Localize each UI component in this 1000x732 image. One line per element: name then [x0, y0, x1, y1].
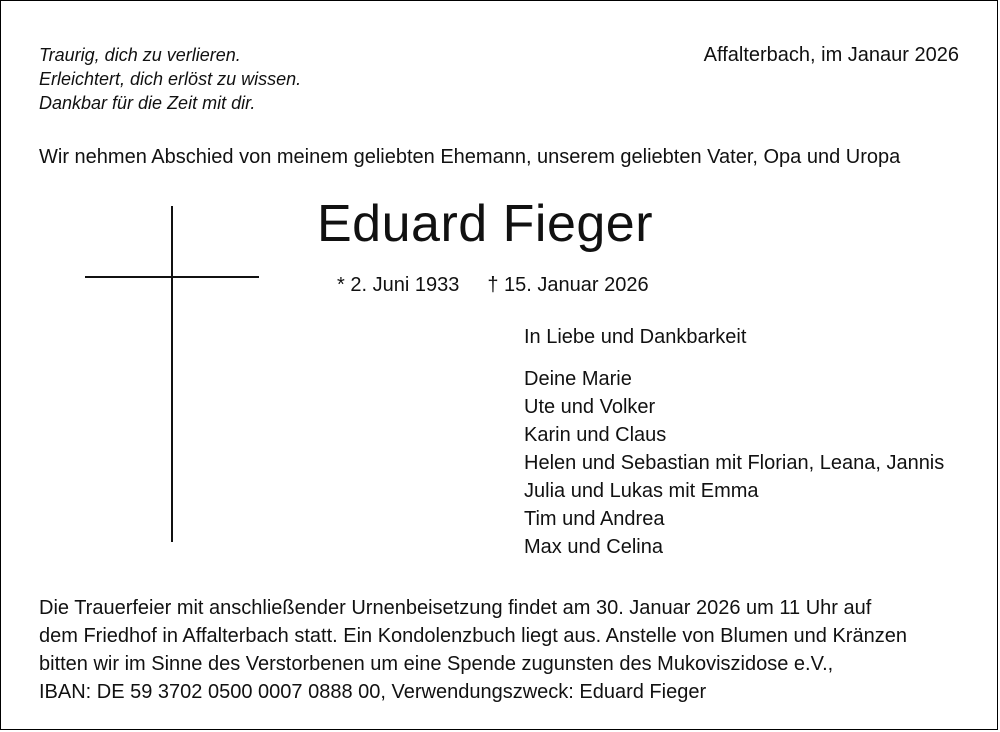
poem-line: Dankbar für die Zeit mit dir. [39, 93, 256, 113]
farewell-intro: Wir nehmen Abschied von meinem geliebten Ehemann, unserem geliebten Vater, Opa und Uropa [39, 146, 901, 168]
closing-phrase: In Liebe und Dankbarkeit [524, 326, 747, 348]
list-item: Julia und Lukas mit Emma [524, 480, 759, 502]
list-item: Tim und Andrea [524, 508, 665, 530]
birth-date: * 2. Juni 1933 [337, 274, 460, 296]
list-item: Helen und Sebastian mit Florian, Leana, Jannis [524, 452, 945, 474]
poem-verse [39, 43, 301, 115]
list-item: Max und Celina [524, 536, 663, 558]
cross-icon-bar [85, 276, 259, 278]
funeral-details [39, 594, 963, 706]
footer-line: bitten wir im Sinne des Verstorbenen um eine Spende zugunsten des Mukoviszidose e.V., [39, 653, 834, 675]
footer-line: dem Friedhof in Affalterbach statt. Ein Kondolenzbuch liegt aus. Anstelle von Blumen und Kränzen [39, 625, 907, 647]
footer-line: IBAN: DE 59 3702 0500 0007 0888 00, Verwendungszweck: Eduard Fieger [39, 681, 707, 703]
list-item: Karin und Claus [524, 424, 667, 446]
family-list [524, 365, 944, 561]
list-item: Ute und Volker [524, 396, 656, 418]
poem-line: Traurig, dich zu verlieren. [39, 45, 241, 65]
cross-icon [171, 206, 173, 542]
life-dates [337, 271, 649, 299]
deceased-name: Eduard Fieger [317, 195, 654, 253]
poem-line: Erleichtert, dich erlöst zu wissen. [39, 69, 302, 89]
death-date: † 15. Januar 2026 [487, 274, 649, 296]
footer-line: Die Trauerfeier mit anschließender Urnenbeisetzung findet am 30. Januar 2026 um 11 Uhr auf [39, 597, 872, 619]
list-item: Deine Marie [524, 368, 632, 390]
place-date: Affalterbach, im Janaur 2026 [703, 44, 959, 66]
